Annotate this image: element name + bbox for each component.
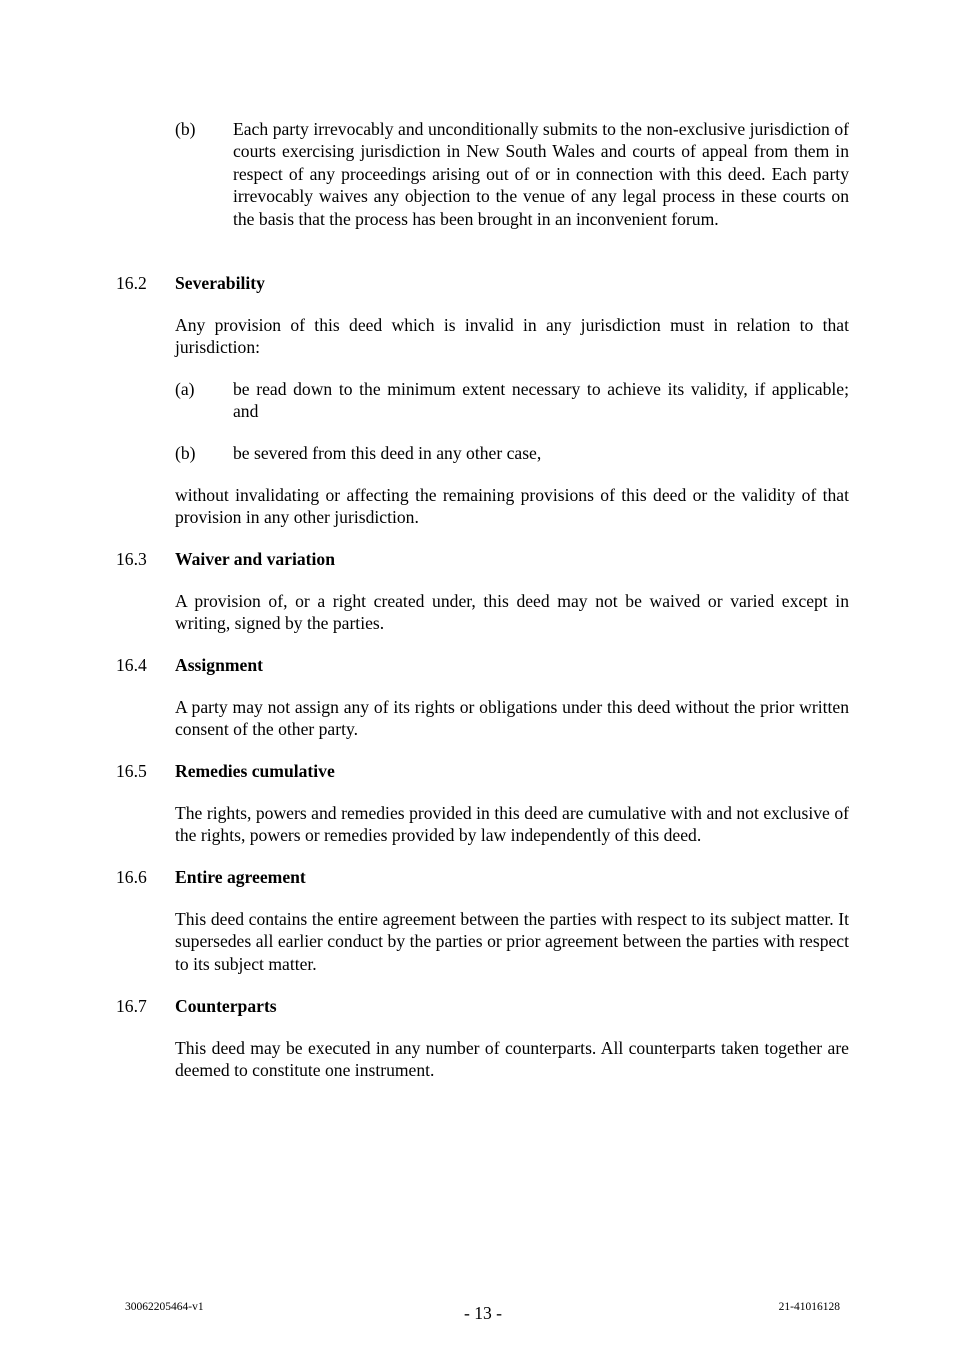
counterparts-body: This deed may be executed in any number of counterparts. All counterparts taken together are deemed to constitute one instrument. [175, 1038, 849, 1081]
footer-page-number: - 13 - [463, 1303, 503, 1323]
waiver-body: A provision of, or a right created under, this deed may not be waived or varied except in writing, signed by the parties. [175, 591, 849, 634]
severability-item-b-text: be severed from this deed in any other case, [233, 443, 542, 463]
section-title-waiver: Waiver and variation [175, 549, 335, 569]
entire-agreement-body: This deed contains the entire agreement between the parties with respect to its subject matter. It supersedes all earlier conduct by the parties or prior agreement between the parties with respect to its subject matter. [175, 909, 849, 974]
section-number-16-6: 16.6 [116, 867, 147, 887]
section-number-16-2: 16.2 [116, 273, 147, 293]
severability-intro: Any provision of this deed which is invalid in any jurisdiction must in relation to that jurisdiction: [175, 315, 849, 358]
section-title-counterparts: Counterparts [175, 996, 277, 1016]
section-number-16-4: 16.4 [116, 655, 147, 675]
section-title-assignment: Assignment [175, 655, 263, 675]
severability-item-b-marker: (b) [175, 443, 196, 463]
assignment-body: A party may not assign any of its rights or obligations under this deed without the prior written consent of the other party. [175, 697, 849, 740]
section-title-severability: Severability [175, 273, 265, 293]
severability-item-a-text: be read down to the minimum extent necessary to achieve its validity, if applicable; and [233, 379, 849, 422]
section-number-16-5: 16.5 [116, 761, 147, 781]
section-title-remedies: Remedies cumulative [175, 761, 335, 781]
section-number-16-3: 16.3 [116, 549, 147, 569]
severability-outro: without invalidating or affecting the remaining provisions of this deed or the validity of that provision in any other jurisdiction. [175, 485, 849, 528]
top-item-text: Each party irrevocably and unconditionally submits to the non-exclusive jurisdiction of courts exercising jurisdiction in New South Wales and courts of appeal from them in respect of any proceedings arising out of or in connection with this deed. Each party irrevocably waives any objection to the venue of any legal process in these courts on the basis that the process has been brought in an inconvenient forum. [233, 119, 849, 229]
footer-reference: 21-41016128 [778, 1301, 840, 1313]
section-number-16-7: 16.7 [116, 996, 147, 1016]
top-item-marker: (b) [175, 119, 196, 139]
severability-item-a-marker: (a) [175, 379, 195, 399]
section-title-entire-agreement: Entire agreement [175, 867, 306, 887]
remedies-body: The rights, powers and remedies provided in this deed are cumulative with and not exclusive of the rights, powers or remedies provided by law independently of this deed. [175, 803, 849, 846]
footer-doc-id: 30062205464-v1 [125, 1301, 204, 1313]
